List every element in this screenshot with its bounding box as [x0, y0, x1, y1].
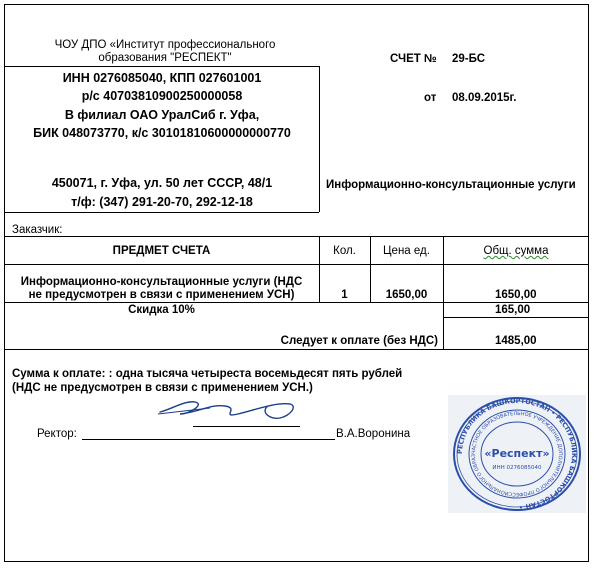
supplier-address: 450071, г. Уфа, ул. 50 лет СССР, 48/1	[51, 176, 273, 190]
table-header-subject: ПРЕДМЕТ СЧЕТА	[112, 245, 211, 257]
item-description-line1: Информационно-консультационные услуги (НДС	[20, 276, 303, 288]
vat-note: (НДС не предусмотрен в связи с применением УСН.)	[12, 382, 313, 394]
stamp-inner-text: ИНН 0276085040	[492, 465, 542, 471]
table-header-qty: Кол.	[333, 245, 356, 257]
stamp-ring-text-outer: РЕСПУБЛИКА БАШКОРТОСТАН • РЕСПУБЛИКА БАШКОРТОСТАН •	[455, 396, 579, 511]
table-header-total	[443, 244, 589, 258]
discount-value: 165,00	[495, 304, 531, 316]
supplier-box-left	[4, 66, 5, 212]
supplier-inn-kpp: ИНН 0276085040, КПП 027601001	[62, 71, 262, 85]
amount-in-words: Сумма к оплате: : одна тысяча четыреста восемьдесят пять рублей	[12, 368, 403, 380]
signature-line	[82, 439, 335, 440]
item-qty: 1	[341, 289, 348, 301]
customer-label: Заказчик:	[12, 224, 63, 236]
service-heading: Информационно-консультационные услуги	[326, 179, 576, 191]
table-header-price: Цена ед.	[383, 245, 430, 257]
supplier-box-top	[4, 66, 319, 67]
supplier-bank: В филиал ОАО УралСиб г. Уфа,	[64, 108, 260, 122]
table-header-bottom-line	[4, 264, 589, 265]
supplier-name-line2: образования "РЕСПЕКТ"	[98, 52, 232, 64]
stamp-ring-text: ЧАСТНОЕ ОБРАЗОВАТЕЛЬНОЕ УЧРЕЖДЕНИЕ ДОПОЛНИТЕЛЬНОГО ПРОФЕССИОНАЛЬНОГО ОБРАЗ	[470, 410, 564, 498]
invoice-label: СЧЕТ №	[390, 53, 437, 65]
table-header-total-text: Общ. сумма	[483, 245, 549, 257]
payable-label: Следует к оплате (без НДС)	[280, 335, 438, 347]
table-top-line	[4, 236, 589, 237]
signature-name: В.А.Воронина	[336, 428, 411, 440]
signature-role: Ректор:	[37, 428, 77, 440]
supplier-phone: т/ф: (347) 291-20-70, 292-12-18	[71, 195, 253, 209]
table-discount-bottom-line	[443, 317, 589, 318]
discount-label: Скидка 10%	[128, 304, 195, 316]
supplier-box-right	[319, 66, 320, 212]
signature-scribble	[150, 392, 310, 428]
supplier-account: р/с 40703810900250000058	[81, 89, 243, 103]
organization-stamp	[448, 395, 586, 513]
supplier-bik: БИК 048073770, к/с 30101810600000000770	[33, 126, 291, 140]
signature-short-line	[193, 426, 300, 427]
item-price: 1650,00	[385, 289, 428, 301]
supplier-name-line1: ЧОУ ДПО «Институт профессионального	[54, 39, 276, 51]
supplier-box-bottom	[4, 212, 319, 213]
payable-value: 1485,00	[495, 335, 537, 347]
item-description-line2: не предусмотрен в связи с применением УСН)	[28, 289, 295, 301]
invoice-number: 29-БС	[452, 53, 486, 65]
invoice-date: 08.09.2015г.	[452, 92, 517, 104]
invoice-date-label: от	[424, 92, 437, 104]
item-total: 1650,00	[495, 289, 537, 301]
stamp-center-text: «Респект»	[484, 447, 550, 460]
table-bottom-line	[4, 349, 589, 350]
